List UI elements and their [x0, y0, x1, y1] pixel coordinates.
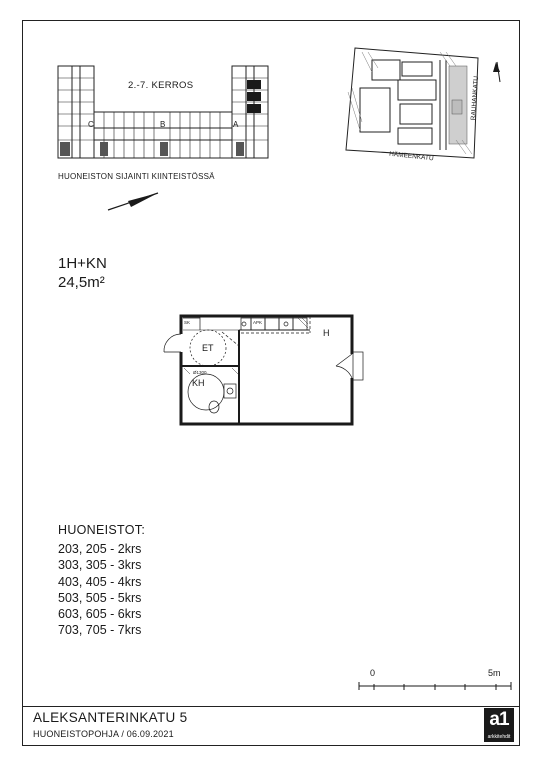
apartment-row: 403, 405 - 4krs	[58, 574, 142, 589]
apartments-list	[58, 541, 141, 639]
apartment-area: 24,5m²	[58, 274, 105, 291]
scale-end-label: 5m	[488, 668, 501, 678]
apartments-heading: HUONEISTOT:	[58, 523, 146, 537]
floor-label: 2.-7. KERROS	[128, 80, 194, 91]
room-label-hall: ET	[202, 343, 214, 353]
apartment-row: 603, 605 - 6krs	[58, 607, 142, 622]
apartment-row: 303, 305 - 3krs	[58, 558, 142, 573]
apartment-type: 1H+KN	[58, 255, 107, 272]
address-title: ALEKSANTERINKATU 5	[33, 710, 188, 725]
wing-label-a: A	[233, 120, 239, 129]
apartment-row: 703, 705 - 7krs	[58, 623, 142, 638]
wing-label-c: C	[88, 120, 94, 129]
logo-mark: a1	[489, 709, 509, 730]
street-label-east: RAUHANKATU	[470, 75, 481, 121]
logo-wordmark: arkkitehdit	[487, 734, 511, 740]
apartment-row: 503, 505 - 5krs	[58, 590, 142, 605]
architect-logo	[484, 708, 514, 742]
apartment-row: 203, 205 - 2krs	[58, 542, 142, 556]
wing-label-b: B	[160, 120, 166, 129]
room-label-bath: KH	[192, 378, 205, 388]
scale-start-label: 0	[370, 668, 376, 678]
shower-space-label: Ø1300	[193, 370, 207, 375]
dishwasher-label: APK	[253, 320, 263, 325]
closet-label: SK	[184, 320, 191, 325]
street-label-south: HÄMEENKATU	[388, 150, 434, 163]
key-plan-caption: HUONEISTON SIJAINTI KIINTEISTÖSSÄ	[58, 172, 215, 181]
title-block-divider	[22, 706, 520, 707]
drawing-title-date: HUONEISTOPOHJA / 06.09.2021	[33, 729, 174, 739]
room-label-living: H	[323, 328, 330, 338]
